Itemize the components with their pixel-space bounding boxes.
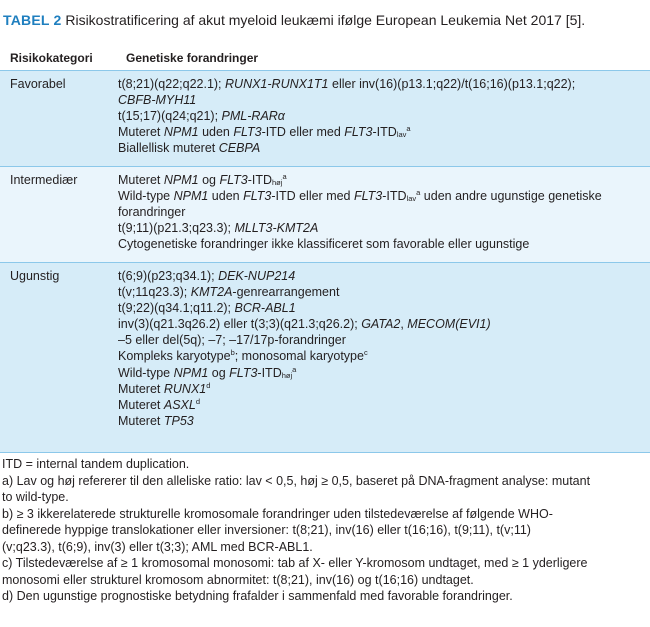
- gene-name: FLT3: [233, 125, 262, 140]
- genetic-line: [118, 204, 650, 220]
- gene-name: NPM1: [173, 189, 209, 204]
- footnote-marker: a: [416, 188, 421, 198]
- footnote-marker: c: [363, 348, 368, 358]
- genetic-line: [118, 332, 650, 348]
- subscript: lav: [396, 130, 407, 140]
- text-segment: og: [208, 365, 230, 380]
- table-label: TABEL 2: [3, 12, 62, 28]
- genetic-line: [118, 220, 650, 236]
- genetic-line: [118, 300, 650, 316]
- gene-name: FLT3: [229, 365, 258, 380]
- category-favorabel: Favorabel: [10, 77, 66, 91]
- text-segment: Muteret: [118, 173, 164, 187]
- text-segment: -ITD eller med: [261, 125, 345, 140]
- gene-name: RUNX1: [163, 381, 207, 396]
- text-segment: Muteret: [118, 125, 164, 140]
- genetic-line: [118, 92, 650, 108]
- text-segment: Muteret: [118, 381, 164, 396]
- text-segment: uden andre ugunstige genetiske: [420, 189, 602, 204]
- genetic-line: [118, 124, 650, 140]
- text-segment: Kompleks karyotype: [118, 349, 231, 364]
- genetic-line: [118, 268, 650, 284]
- footnote-c-line: monosomi eller strukturel kromosom abnormitet: t(8;21), inv(16) og t(16;16) undtaget.: [2, 572, 474, 587]
- gene-name: TP53: [163, 413, 194, 428]
- footnote-marker: d: [206, 380, 211, 390]
- gene-name: FLT3: [243, 189, 272, 204]
- text-segment: ; monosomal karyotype: [234, 349, 364, 364]
- text-segment: –5 eller del(5q); –7; –17/17p-forandringer: [118, 333, 346, 348]
- header-genetic-changes: Genetiske forandringer: [126, 51, 259, 65]
- footnote-b-line: (v;q23.3), t(6;9), inv(3) eller t(3;3); AML med BCR-ABL1.: [2, 539, 313, 554]
- gene-name: GATA2: [361, 317, 401, 332]
- footnote-c-line: c) Tilstedeværelse af ≥ 1 kromosomal monosomi: tab af X- eller Y-kromosom undtaget, med ≥ 1 yderligere: [2, 556, 588, 570]
- gene-name: NPM1: [163, 173, 199, 187]
- text-segment: Wild-type: [118, 189, 174, 204]
- row-intermediaer: [0, 167, 650, 263]
- text-segment: Wild-type: [118, 365, 174, 380]
- genetic-line: [118, 316, 650, 332]
- text-segment: og: [198, 173, 220, 187]
- genetic-line: [118, 76, 650, 92]
- footnote-d-line: d) Den ugunstige prognostiske betydning frafalder i sammenfald med favorable forandringer.: [2, 589, 513, 603]
- text-segment: forandringer: [118, 205, 186, 220]
- text-segment: uden: [198, 125, 234, 140]
- gene-name: NPM1: [173, 365, 209, 380]
- gene-name: CEBPA: [218, 141, 261, 156]
- footnote-b-line: definerede hyppige translokationer eller inversioner: t(8;21), inv(16) eller t(16;16), t(9;11), t(v;11): [2, 523, 531, 537]
- row-favorabel: [0, 71, 650, 167]
- gene-name: CBFB-MYH11: [118, 93, 197, 108]
- table-title: [3, 11, 585, 29]
- table-header: [0, 46, 650, 71]
- gene-name: MECOM(EVI1): [407, 317, 491, 332]
- subscript: høj: [272, 178, 283, 188]
- subscript: lav: [406, 194, 417, 204]
- genetic-line: [118, 172, 650, 188]
- text-segment: t(9;11)(p21.3;q23.3);: [118, 221, 235, 236]
- header-risk-category: Risikokategori: [10, 51, 93, 65]
- genetic-line: [118, 108, 650, 124]
- text-segment: Biallellisk muteret: [118, 141, 219, 156]
- genetic-line: [118, 397, 650, 413]
- footnote-marker: a: [406, 124, 411, 134]
- footnote-a-line: to wild-type.: [2, 490, 69, 504]
- text-segment: t(8;21)(q22;q22.1);: [118, 77, 226, 91]
- gene-name: MLLT3-KMT2A: [234, 221, 319, 236]
- gene-name: DEK-NUP214: [218, 269, 296, 283]
- footnote-marker: b: [230, 348, 235, 358]
- table-caption: Risikostratificering af akut myeloid leukæmi ifølge European Leukemia Net 2017 [5].: [65, 12, 586, 28]
- text-segment: -ITD eller med: [271, 189, 354, 204]
- footnote-itd: ITD = internal tandem duplication.: [2, 457, 190, 471]
- genetic-line: [118, 140, 650, 156]
- text-segment: -ITD: [372, 125, 397, 140]
- gene-name: KMT2A: [190, 285, 233, 300]
- subscript: høj: [281, 370, 293, 380]
- footnote-a-line: a) Lav og høj refererer til den alleliske ratio: lav < 0,5, høj ≥ 0,5, baseret på DNA-fragment analyse: mutant: [2, 473, 591, 488]
- genetic-line: [118, 236, 650, 252]
- gene-name: PML-RARα: [221, 109, 285, 124]
- category-ugunstig: Ugunstig: [10, 269, 60, 283]
- text-segment: ,: [400, 317, 408, 332]
- text-segment: Cytogenetiske forandringer ikke klassificeret som favorable eller ugunstige: [118, 237, 530, 252]
- footnote-marker: a: [282, 172, 287, 181]
- footnote-marker: d: [195, 396, 200, 406]
- text-segment: -ITD: [247, 173, 273, 187]
- gene-name: FLT3: [353, 189, 383, 204]
- gene-name: FLT3: [344, 125, 373, 140]
- gene-name: NPM1: [163, 125, 199, 140]
- genetic-line: [118, 365, 650, 381]
- text-segment: t(15;17)(q24;q21);: [118, 109, 222, 124]
- footnote-b-line: b) ≥ 3 ikkerelaterede strukturelle kromosomale forandringer uden tilstedeværelse af følgende WHO-: [2, 506, 553, 521]
- text-segment: inv(3)(q21.3q26.2) eller t(3;3)(q21.3;q26.2);: [118, 317, 362, 332]
- text-segment: -genrearrangement: [232, 285, 340, 300]
- text-segment: Muteret: [118, 413, 164, 428]
- gene-name: RUNX1-RUNX1T1: [225, 77, 329, 91]
- text-segment: t(6;9)(p23;q34.1);: [118, 269, 219, 283]
- category-intermediaer: Intermediær: [10, 173, 78, 187]
- text-segment: Muteret: [118, 397, 164, 412]
- genetic-line: [118, 413, 650, 429]
- gene-name: BCR-ABL1: [234, 301, 296, 316]
- text-segment: t(v;11q23.3);: [118, 285, 191, 300]
- text-segment: -ITD: [257, 365, 282, 380]
- genetic-line: [118, 188, 650, 204]
- text-segment: eller inv(16)(p13.1;q22)/t(16;16)(p13.1;q22);: [328, 77, 576, 91]
- genetic-line: [118, 284, 650, 300]
- gene-name: FLT3: [219, 173, 248, 187]
- risk-table: [0, 46, 650, 453]
- genetic-line: [118, 381, 650, 397]
- text-segment: uden: [208, 189, 244, 204]
- row-ugunstig: [0, 263, 650, 453]
- footnote-marker: a: [292, 364, 297, 374]
- genetic-line: [118, 348, 650, 364]
- text-segment: -ITD: [382, 189, 407, 204]
- gene-name: ASXL: [163, 397, 196, 412]
- table-footnotes: [2, 456, 648, 605]
- text-segment: t(9;22)(q34.1;q11.2);: [118, 301, 235, 316]
